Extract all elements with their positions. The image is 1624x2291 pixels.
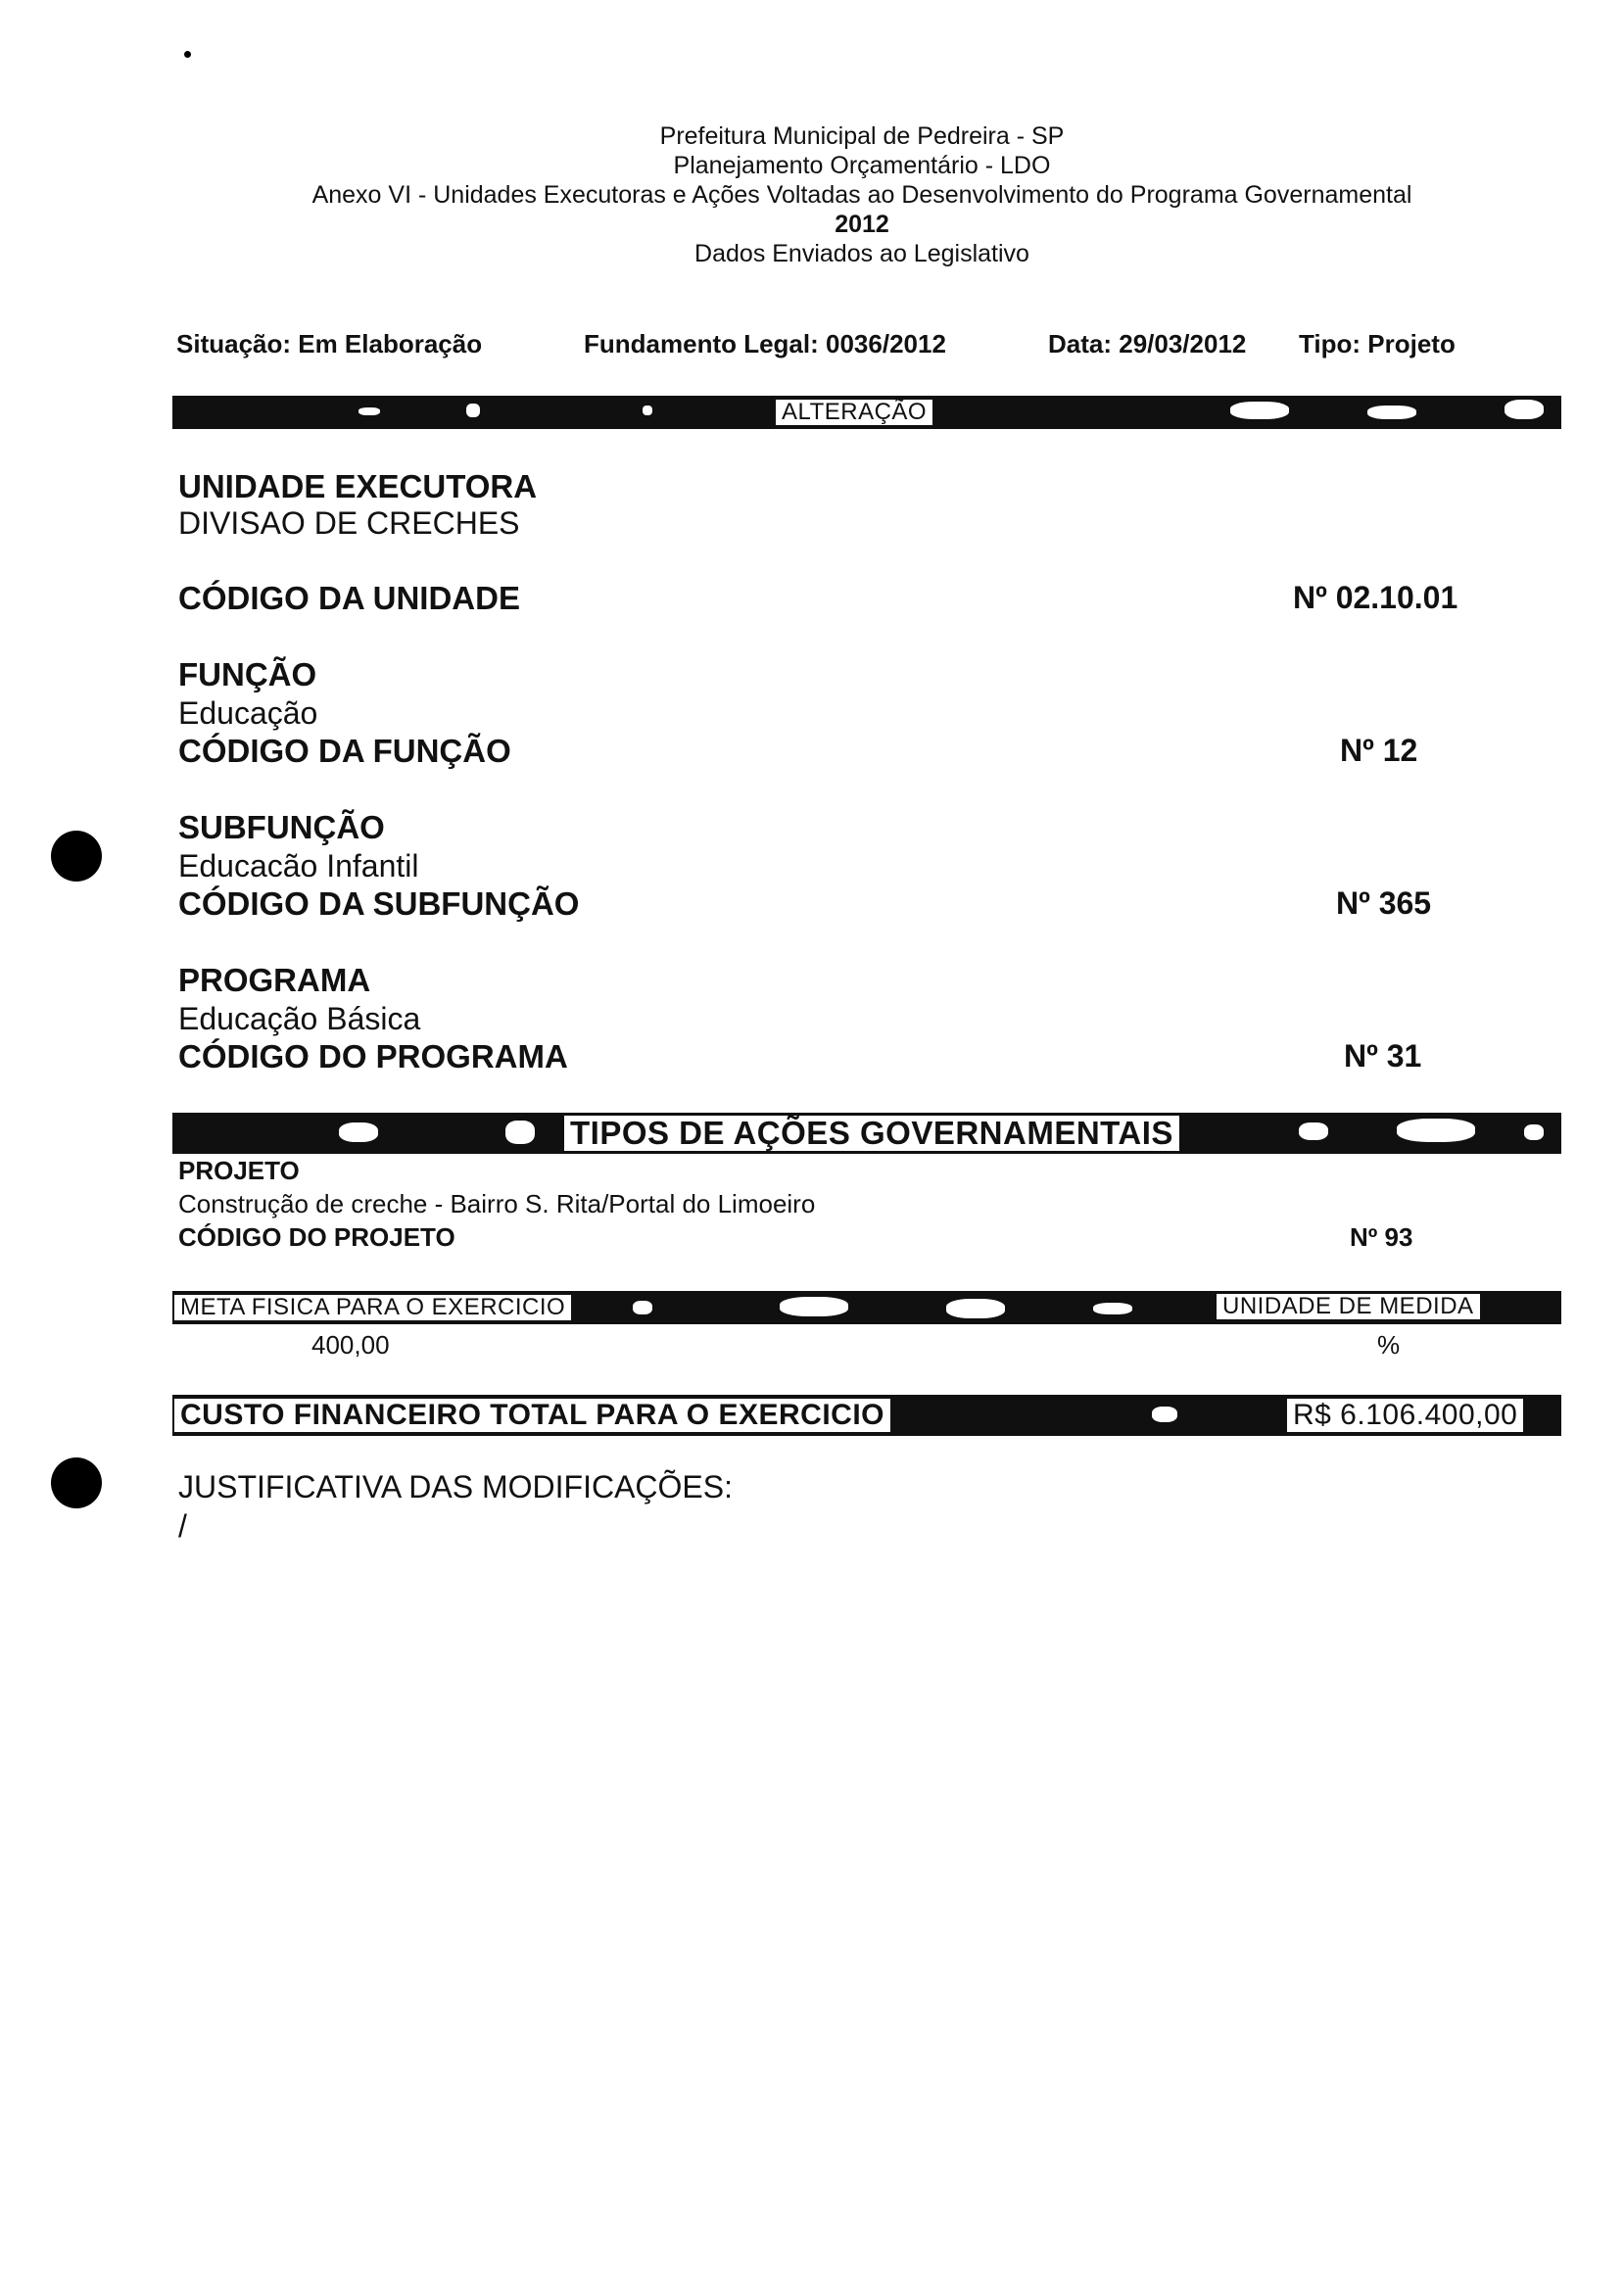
scan-speck	[1505, 400, 1544, 419]
codigo-subfuncao-label: CÓDIGO DA SUBFUNÇÃO	[178, 885, 580, 922]
scan-speck	[339, 1122, 378, 1142]
meta-fisica-label: META FISICA PARA O EXERCICIO	[172, 1293, 573, 1322]
scan-speck	[1397, 1119, 1475, 1142]
codigo-funcao-value: Nº 12	[1340, 733, 1418, 768]
programa-value: Educação Básica	[178, 1001, 421, 1036]
custo-financeiro-value: R$ 6.106.400,00	[1285, 1397, 1525, 1434]
justificativa-value: /	[178, 1508, 187, 1544]
scan-speck	[1367, 406, 1416, 419]
meta-fisica-value: 400,00	[311, 1330, 390, 1360]
unidade-executora-value: DIVISAO DE CRECHES	[178, 505, 520, 541]
codigo-subfuncao-value: Nº 365	[1336, 885, 1432, 921]
status-tipo: Tipo: Projeto	[1299, 329, 1456, 358]
meta-fisica-bar	[172, 1291, 1561, 1324]
scan-speck	[1230, 402, 1289, 419]
stray-dot	[184, 51, 191, 58]
justificativa-title: JUSTIFICATIVA DAS MODIFICAÇÕES:	[178, 1469, 733, 1504]
tipos-acoes-bar	[172, 1113, 1561, 1154]
codigo-unidade-label: CÓDIGO DA UNIDADE	[178, 580, 520, 616]
codigo-funcao-label: CÓDIGO DA FUNÇÃO	[178, 733, 511, 769]
custo-financeiro-bar	[172, 1395, 1561, 1436]
codigo-projeto-value: Nº 93	[1350, 1222, 1413, 1252]
scan-speck	[780, 1297, 848, 1316]
scan-speck	[1152, 1407, 1177, 1422]
scan-speck	[1524, 1124, 1544, 1140]
status-fundamento-legal: Fundamento Legal: 0036/2012	[584, 329, 946, 358]
scan-speck	[633, 1301, 652, 1314]
unidade-medida-value: %	[1377, 1330, 1401, 1360]
header-year: 2012	[835, 211, 889, 238]
scan-speck	[466, 404, 480, 417]
custo-financeiro-label: CUSTO FINANCEIRO TOTAL PARA O EXERCICIO	[172, 1397, 892, 1434]
subfuncao-title: SUBFUNÇÃO	[178, 809, 385, 845]
unidade-executora-title: UNIDADE EXECUTORA	[178, 468, 538, 504]
header-municipality: Prefeitura Municipal de Pedreira - SP	[659, 122, 1065, 150]
scan-speck	[1299, 1122, 1328, 1140]
funcao-title: FUNÇÃO	[178, 656, 317, 692]
header-planning: Planejamento Orçamentário - LDO	[673, 152, 1051, 179]
status-situacao: Situação: Em Elaboração	[176, 329, 483, 358]
projeto-value: Construção de creche - Bairro S. Rita/Portal do Limoeiro	[178, 1189, 816, 1218]
scan-speck	[946, 1299, 1005, 1318]
funcao-value: Educação	[178, 695, 318, 731]
subfuncao-value: Educacão Infantil	[178, 848, 419, 883]
tipos-acoes-label: TIPOS DE AÇÕES GOVERNAMENTAIS	[564, 1116, 1179, 1151]
scan-speck	[1093, 1303, 1132, 1314]
codigo-programa-label: CÓDIGO DO PROGRAMA	[178, 1038, 568, 1074]
status-data: Data: 29/03/2012	[1048, 329, 1247, 358]
codigo-projeto-label: CÓDIGO DO PROJETO	[178, 1222, 455, 1252]
codigo-programa-value: Nº 31	[1344, 1038, 1422, 1074]
document-header	[176, 121, 1548, 268]
scan-speck	[505, 1121, 535, 1144]
scan-speck	[358, 407, 380, 415]
programa-title: PROGRAMA	[178, 962, 371, 998]
unidade-medida-label: UNIDADE DE MEDIDA	[1217, 1294, 1480, 1319]
projeto-title: PROJETO	[178, 1156, 300, 1185]
header-annex-title: Anexo VI - Unidades Executoras e Ações Voltadas ao Desenvolvimento do Programa Governamental	[311, 181, 1412, 209]
scan-speck	[643, 406, 652, 415]
punch-hole-bottom	[51, 1457, 102, 1508]
alteracao-label: ALTERAÇÃO	[774, 398, 934, 427]
alteracao-bar	[172, 396, 1561, 429]
codigo-unidade-value: Nº 02.10.01	[1293, 580, 1458, 615]
punch-hole-top	[51, 831, 102, 882]
header-sent-to-legislative: Dados Enviados ao Legislativo	[694, 240, 1029, 267]
